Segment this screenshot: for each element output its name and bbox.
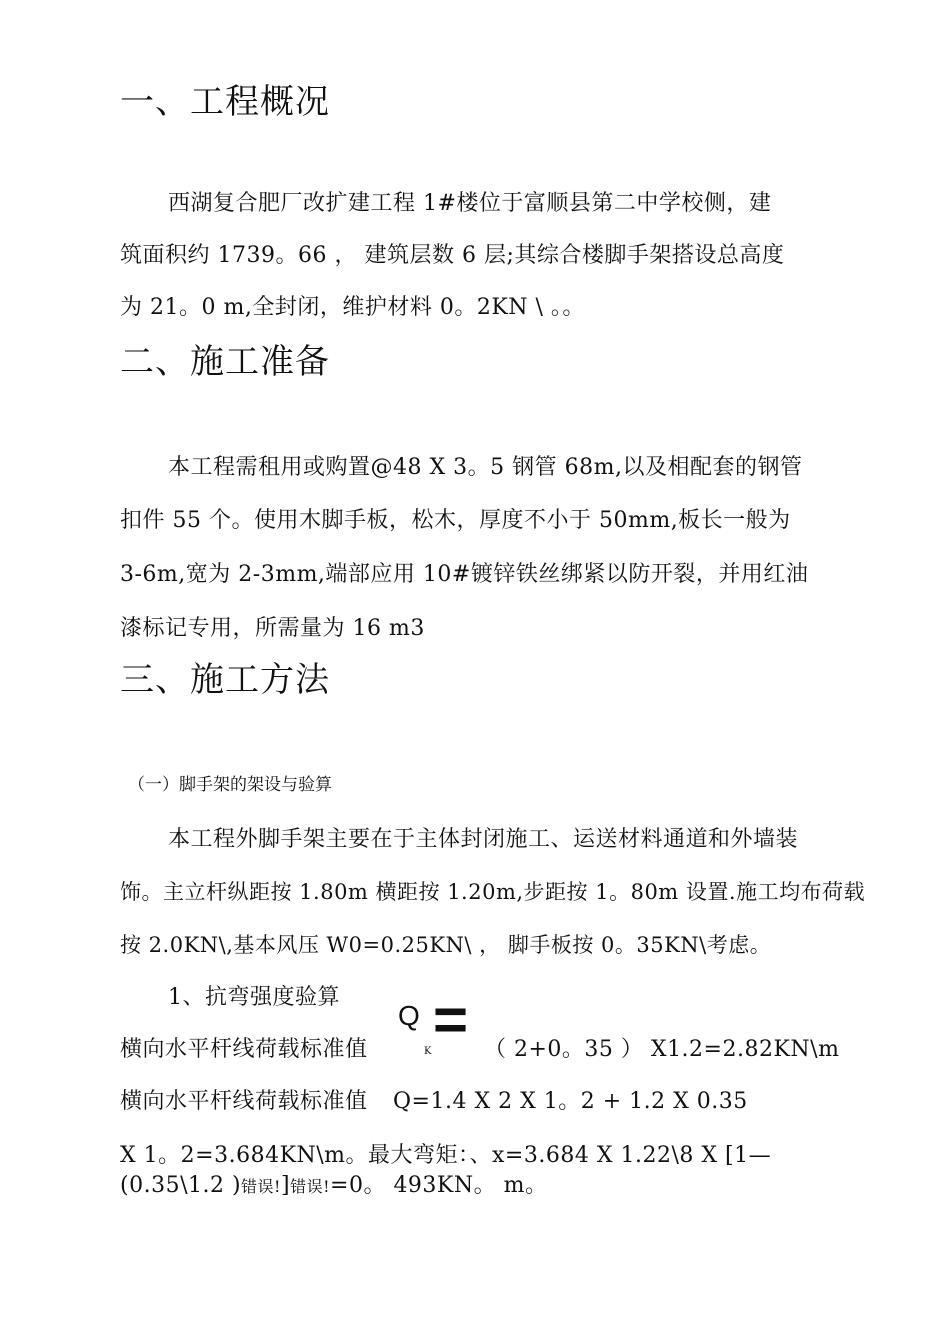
calc-q-symbol: Q <box>398 1000 420 1031</box>
prep-line-4: 漆标记专用，所需量为 16 m3 <box>120 616 425 641</box>
calc-line-1-label: 横向水平杆线荷载标准值 <box>120 1037 368 1062</box>
section-title-method: 三、施工方法 <box>120 660 330 700</box>
calc-line-2-rest: Q=1.4 X 2 X 1。2 + 1.2 X 0.35 <box>393 1089 748 1114</box>
error-ref-1: 错误! <box>241 1177 281 1196</box>
calc-line-3: X 1。2=3.684KN\m。最大弯矩：、x=3.684 X 1.22\8 X [1— <box>120 1143 772 1168</box>
prep-line-3: 3-6m,宽为 2-3mm,端部应用 10#镀锌铁丝绑紧以防开裂，并用红油 <box>120 562 809 587</box>
calc-equals-sign: = <box>433 986 469 1053</box>
section-title-preparation: 二、施工准备 <box>120 342 330 382</box>
overview-line-3: 为 21。0 m,全封闭，维护材料 0。2KN \ 。。 <box>120 295 585 320</box>
calc-line-4-a: (0.35\1.2 ) <box>120 1173 242 1198</box>
method-line-1: 本工程外脚手架主要在于主体封闭施工、运送材料通道和外墙装 <box>168 827 799 852</box>
prep-line-2: 扣件 55 个。使用木脚手板，松木，厚度不小于 50mm,板长一般为 <box>120 508 791 533</box>
method-subtitle: （一）脚手架的架设与验算 <box>128 775 332 795</box>
calc-line-1-rest: （ 2+0。35 ） X1.2=2.82KN\m <box>484 1037 840 1062</box>
method-line-3: 按 2.0KN\,基本风压 W0=0.25KN\ ， 脚手板按 0。35KN\考虑。 <box>120 933 772 957</box>
item-bending-check: 1、抗弯强度验算 <box>168 985 340 1010</box>
calc-line-4-c: =0。 493KN。 m。 <box>330 1173 548 1198</box>
overview-line-2: 筑面积约 1739。66 ， 建筑层数 6 层;其综合楼脚手架搭设总高度 <box>120 243 785 268</box>
calc-line-2-label: 横向水平杆线荷载标准值 <box>120 1089 368 1114</box>
section-title-overview: 一、工程概况 <box>120 82 330 122</box>
error-ref-2: 错误! <box>290 1177 331 1196</box>
calc-k-subscript: K <box>424 1046 432 1057</box>
overview-line-1: 西湖复合肥厂改扩建工程 1#楼位于富顺县第二中学校侧，建 <box>168 191 772 216</box>
calc-line-4 <box>120 1168 547 1199</box>
calc-line-4-b: ] <box>280 1173 291 1198</box>
method-line-2: 饰。主立杆纵距按 1.80m 横距按 1.20m,步距按 1。80m 设置.施工均布荷载 <box>120 880 866 904</box>
prep-line-1: 本工程需租用或购置@48 X 3。5 钢管 68m,以及相配套的钢管 <box>168 455 803 480</box>
